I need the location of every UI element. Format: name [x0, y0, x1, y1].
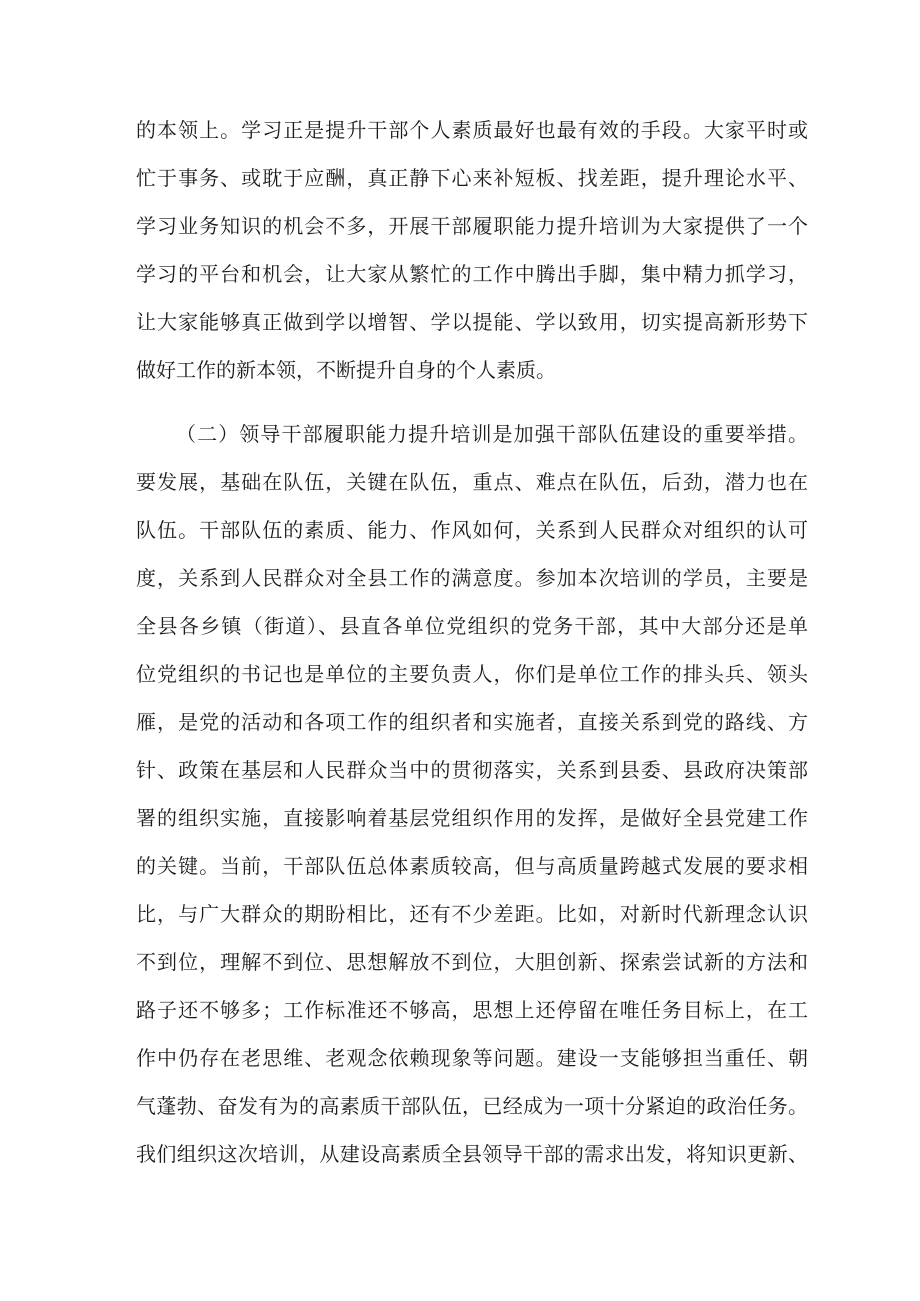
text-line: 路子还不够多；工作标准还不够高，思想上还停留在唯任务目标上，在工: [136, 998, 808, 1022]
text-line: 雁，是党的活动和各项工作的组织者和实施者，直接关系到党的路线、方: [136, 710, 808, 734]
text-line: 针、政策在基层和人民群众当中的贯彻落实，关系到县委、县政府决策部: [136, 758, 808, 782]
text-line: 作中仍存在老思维、老观念依赖现象等问题。建设一支能够担当重任、朝: [136, 1046, 808, 1070]
text-line: 的本领上。学习正是提升干部个人素质最好也最有效的手段。大家平时或: [136, 118, 808, 142]
text-line: 比，与广大群众的期盼相比，还有不少差距。比如，对新时代新理念认识: [136, 902, 808, 926]
text-line: 做好工作的新本领，不断提升自身的个人素质。: [136, 358, 556, 382]
text-line: 我们组织这次培训，从建设高素质全县领导干部的需求出发，将知识更新、: [136, 1142, 808, 1166]
text-line: 让大家能够真正做到学以增智、学以提能、学以致用，切实提高新形势下: [136, 310, 808, 334]
text-line: 的关键。当前，干部队伍总体素质较高，但与高质量跨越式发展的要求相: [136, 854, 808, 878]
text-line: 全县各乡镇（街道）、县直各单位党组织的党务干部，其中大部分还是单: [136, 614, 808, 638]
text-line: 学习业务知识的机会不多，开展干部履职能力提升培训为大家提供了一个: [136, 214, 808, 238]
text-line: 不到位，理解不到位、思想解放不到位，大胆创新、探索尝试新的方法和: [136, 950, 808, 974]
text-line: 位党组织的书记也是单位的主要负责人，你们是单位工作的排头兵、领头: [136, 662, 808, 686]
text-line: （二）领导干部履职能力提升培训是加强干部队伍建设的重要举措。: [176, 422, 808, 446]
text-line: 度，关系到人民群众对全县工作的满意度。参加本次培训的学员，主要是: [136, 566, 808, 590]
text-line: 忙于事务、或耽于应酬，真正静下心来补短板、找差距，提升理论水平、: [136, 166, 808, 190]
text-line: 气蓬勃、奋发有为的高素质干部队伍，已经成为一项十分紧迫的政治任务。: [136, 1094, 808, 1118]
text-line: 署的组织实施，直接影响着基层党组织作用的发挥，是做好全县党建工作: [136, 806, 808, 830]
text-line: 要发展，基础在队伍，关键在队伍，重点、难点在队伍，后劲，潜力也在: [136, 470, 808, 494]
text-line: 队伍。干部队伍的素质、能力、作风如何，关系到人民群众对组织的认可: [136, 518, 808, 542]
text-line: 学习的平台和机会，让大家从繁忙的工作中腾出手脚，集中精力抓学习，: [136, 262, 808, 286]
